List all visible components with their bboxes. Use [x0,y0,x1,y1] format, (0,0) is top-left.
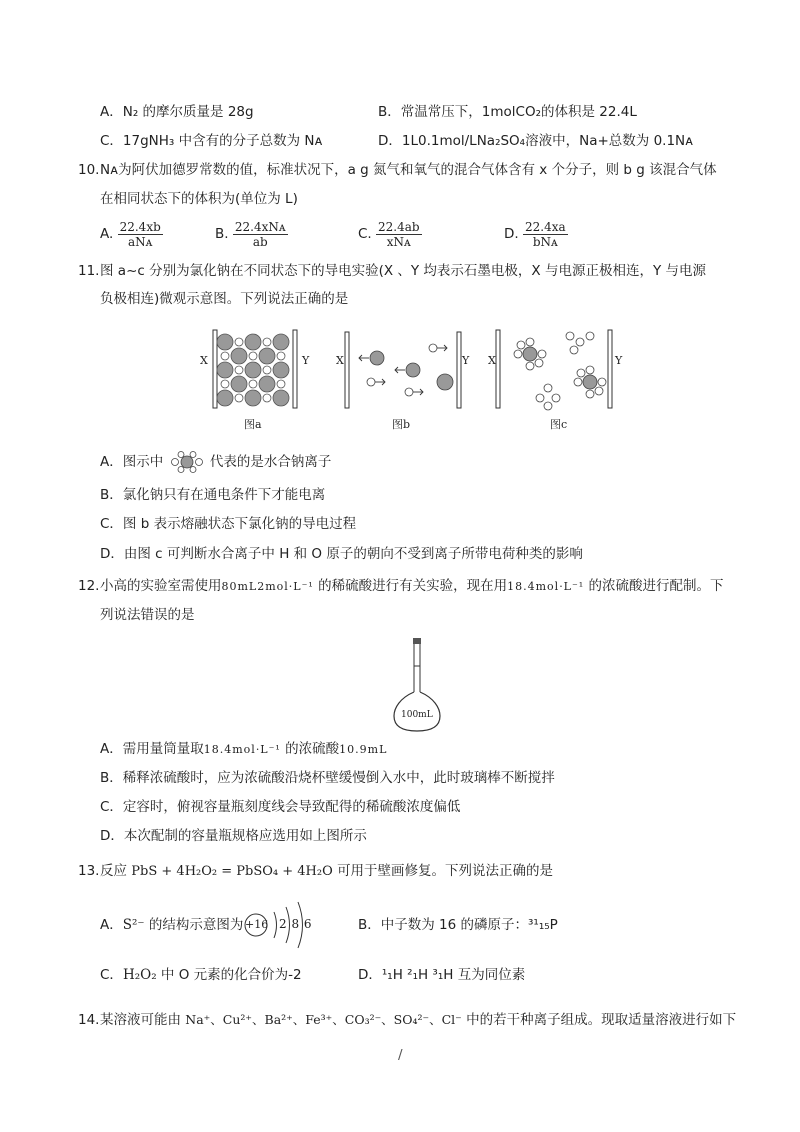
q11-stem-line2: 负极相连)微观示意图。下列说法正确的是 [100,291,349,307]
q10-number: 10. [78,162,100,178]
figure-a-electrode-y: Y [302,354,310,367]
q9-option-b: B．常温常压下，1molCO₂的体积是 22.4L [378,104,637,120]
q11-option-c: C．图 b 表示熔融状态下氯化钠的导电过程 [100,516,357,532]
q11-option-d: D．由图 c 可判断水合离子中 H 和 O 原子的朝向不受到离子所带电荷种类的影响 [100,546,583,562]
figure-a-caption: 图a [244,418,262,431]
figure-c-caption: 图c [550,418,568,431]
q13-option-a: A．S²⁻ 的结构示意图为 [100,917,244,933]
figure-b-electrode-x: X [336,354,344,367]
q10-option-a: A. $\frac{22.4xb}{\text{aNᴀ}}$ [100,219,161,249]
page-footer: / [398,1047,403,1063]
q10-option-b: B. $\frac{\text{22.4xNᴀ}}{ab}$ [215,219,286,249]
q10-stem-line2: 在相同状态下的体积为(单位为 L) [100,191,298,207]
q10-option-c: C. $\frac{22.4ab}{\text{xNᴀ}}$ [358,219,420,249]
q13-stem: 反应 PbS + 4H₂O₂ = PbSO₄ + 4H₂O 可用于壁画修复。下列说法正确的是 [100,863,554,879]
q12-stem-line2: 列说法错误的是 [100,607,195,623]
q10-option-d: D. $\frac{22.4xa}{\text{bNᴀ}}$ [504,219,566,249]
q9-option-c: C．17gNH₃ 中含有的分子总数为 Nᴀ [100,133,323,149]
q11-stem-line1: 图 a~c 分别为氯化钠在不同状态下的导电实验(X 、Y 均表示石墨电极，X 与电源正极相连，Y 与电源 [100,263,707,279]
q10-stem-line1: Nᴀ为阿伏加德罗常数的值，标准状况下，a g 氮气和氧气的混合气体含有 x 个分子，则 b g 该混合气体 [100,162,717,178]
figure-a-electrode-x: X [200,354,208,367]
q12-option-b: B．稀释浓硫酸时，应为浓硫酸沿烧杯壁缓慢倒入水中，此时玻璃棒不断搅拌 [100,770,555,786]
q11-option-a: A．图示中 代表的是水合钠离子 [100,451,331,473]
figure-c-electrode-x: X [488,354,496,367]
q14-stem: 某溶液可能由 Na⁺、Cu²⁺、Ba²⁺、Fe³⁺、CO₃²⁻、SO₄²⁻、Cl⁻ 中的若干种离子组成。现取适量溶液进行如下 [100,1012,737,1028]
q12-option-c: C．定容时，俯视容量瓶刻度线会导致配得的稀硫酸浓度偏低 [100,799,461,815]
flask-label: 100mL [401,710,433,720]
q14-number: 14. [78,1012,100,1028]
q11-number: 11. [78,263,100,279]
q12-option-a: A．需用量筒量取18.4mol·L⁻¹ 的浓硫酸10.9mL [100,741,388,757]
q13-option-c: C．H₂O₂ 中 O 元素的化合价为-2 [100,967,302,983]
figure-c-nacl-solution [488,324,628,414]
q9-option-d: D．1L0.1mol/LNa₂SO₄溶液中，Na+总数为 0.1Nᴀ [378,133,694,149]
nucleus-charge: +16 [245,918,269,931]
q11-option-b: B．氯化钠只有在通电条件下才能电离 [100,487,326,503]
figure-c-electrode-y: Y [615,354,623,367]
q12-stem-line1: 小高的实验室需使用80mL2mol·L⁻¹ 的稀硫酸进行有关实验，现在用18.4mol·L⁻¹ 的浓硫酸进行配制。下 [100,578,724,594]
q9-option-a: A．N₂ 的摩尔质量是 28g [100,104,254,120]
figure-b-caption: 图b [392,418,411,431]
q12-option-d: D．本次配制的容量瓶规格应选用如上图所示 [100,828,367,844]
figure-a-solid-nacl [195,328,325,410]
hydrated-ion-icon [168,451,206,473]
q13-number: 13. [78,863,100,879]
q12-number: 12. [78,578,100,594]
figure-b-molten-nacl [335,330,475,410]
q13-option-b: B．中子数为 16 的磷原子：³¹₁₅P [358,917,558,933]
electron-shells: 2 8 6 [279,917,312,931]
figure-b-electrode-y: Y [462,354,470,367]
q13-option-d: D．¹₁H ²₁H ³₁H 互为同位素 [358,967,526,983]
